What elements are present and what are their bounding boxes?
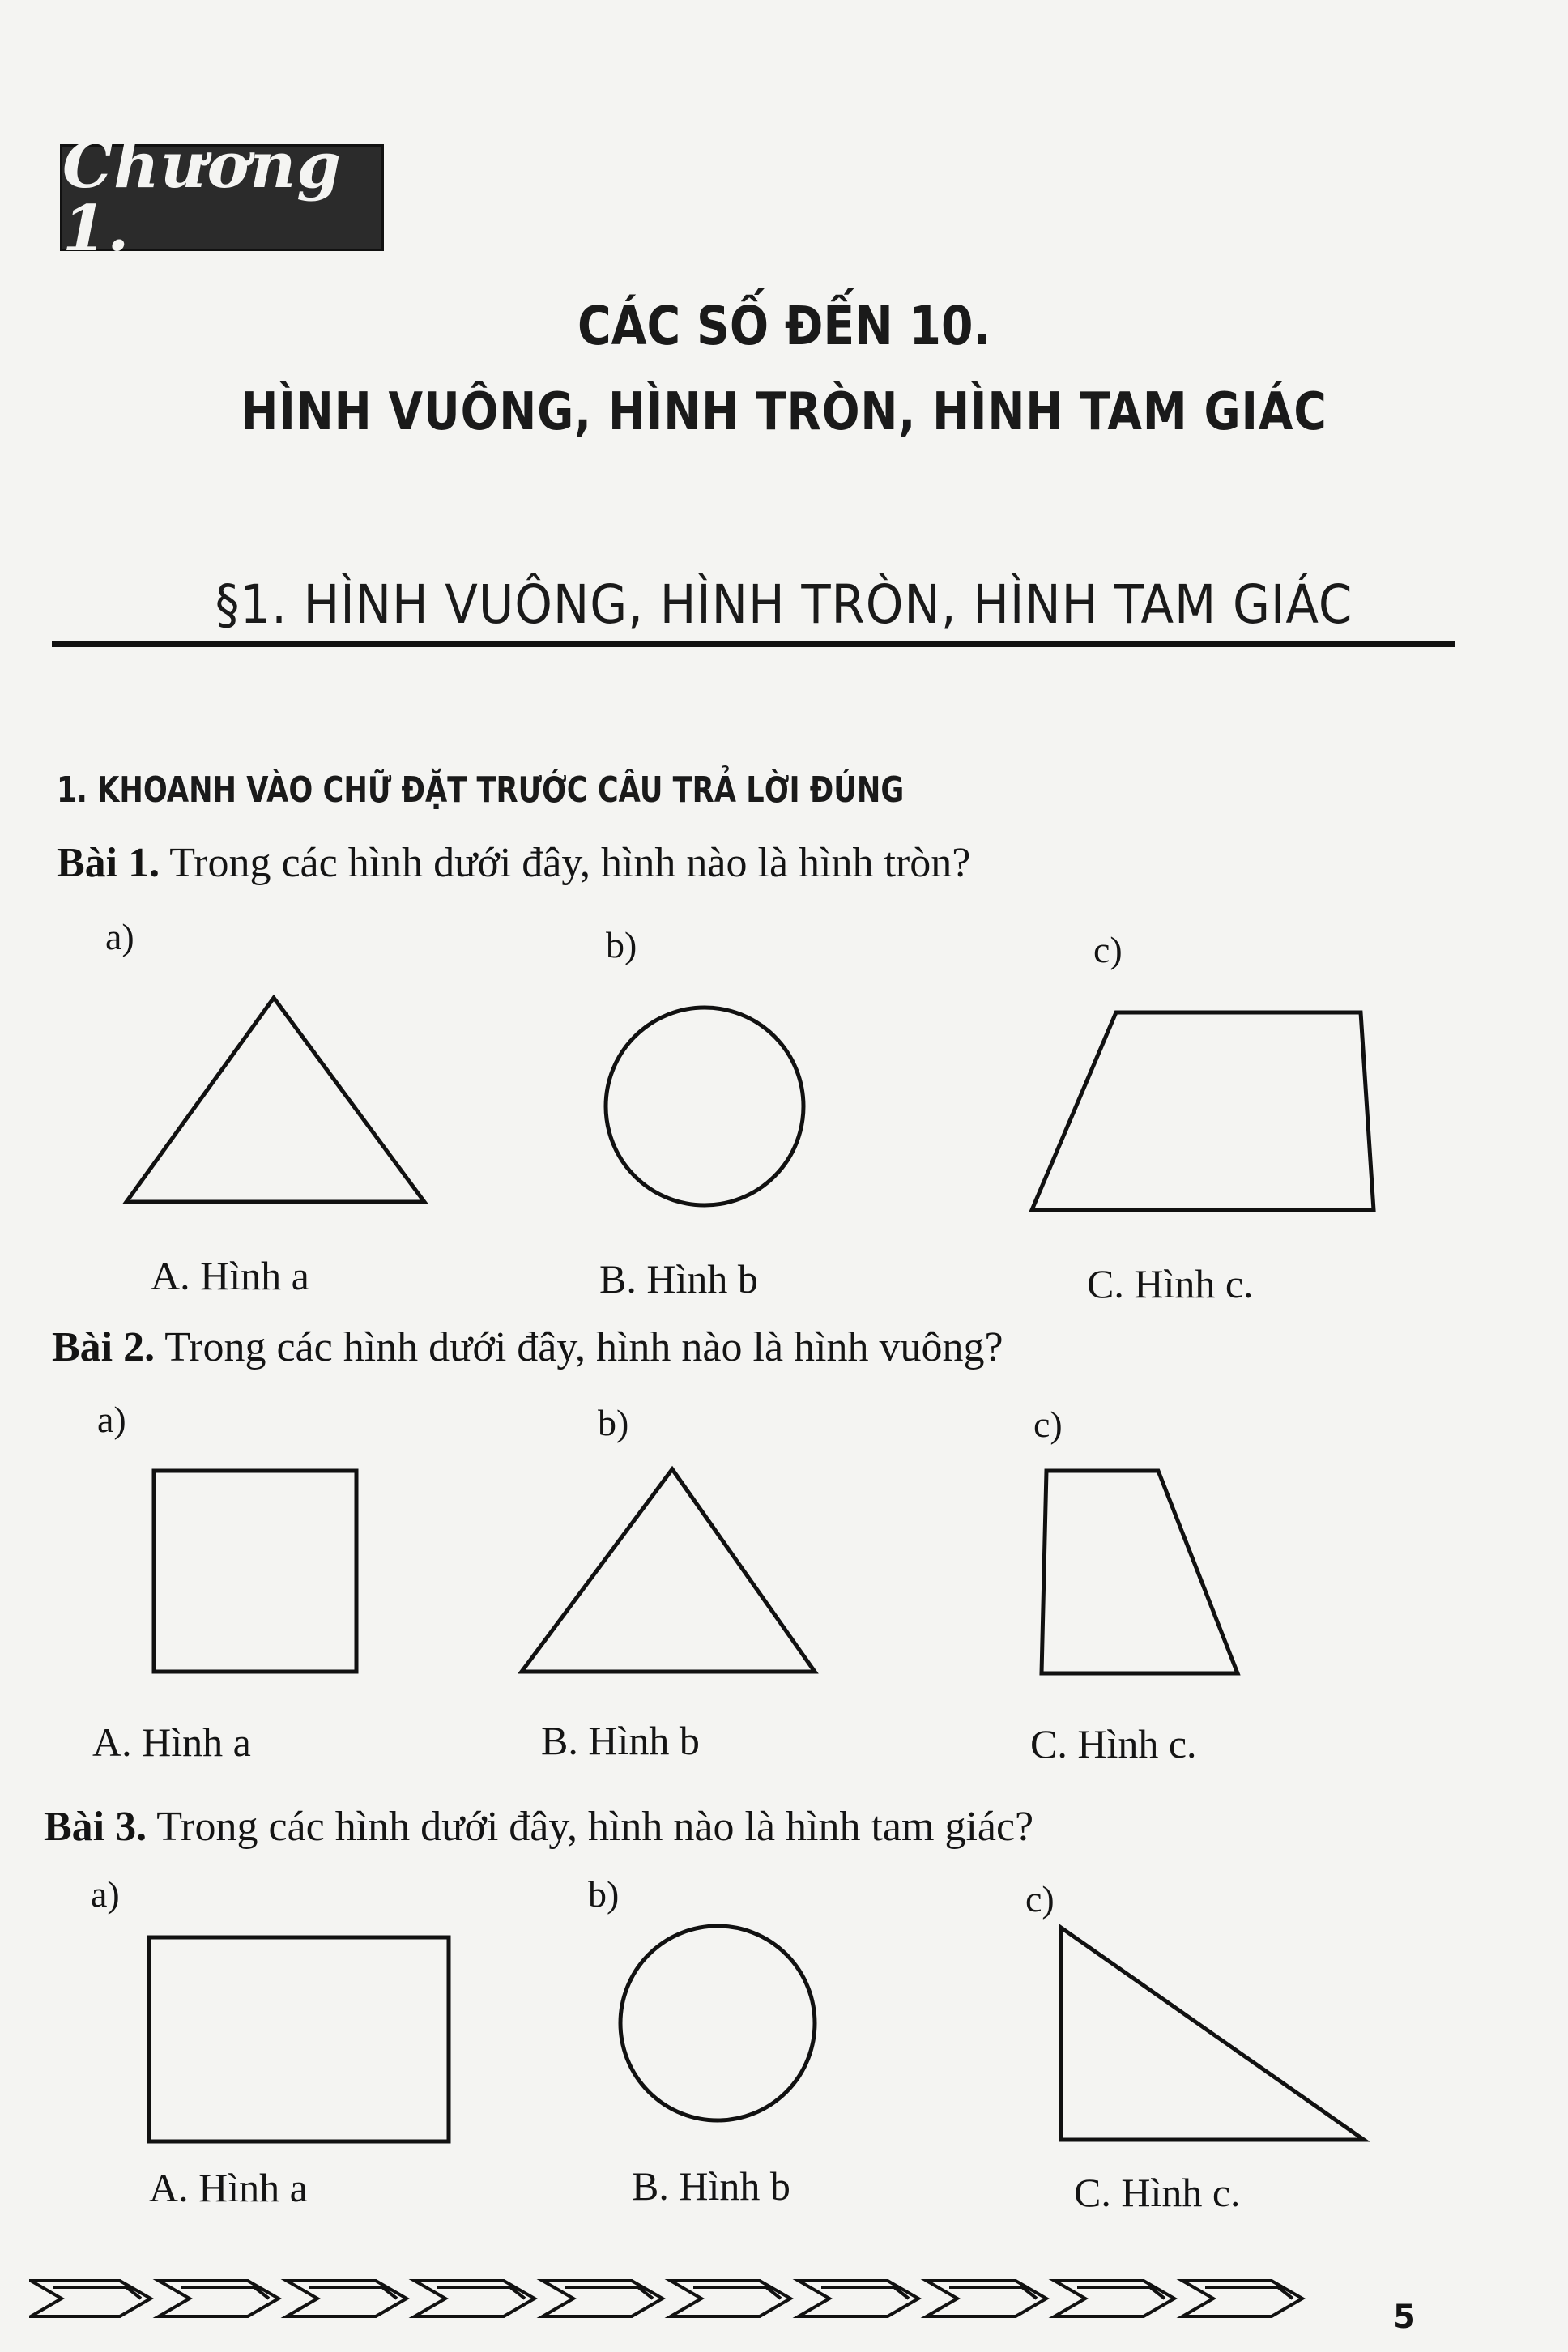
chevron-arrow-inner <box>1077 2287 1165 2299</box>
trapezoid-icon <box>1038 1468 1242 1677</box>
section-divider <box>52 641 1455 647</box>
exercise-2-label-c: c) <box>1033 1404 1063 1445</box>
exercise-1-label-c: c) <box>1093 929 1123 970</box>
right-triangle-icon <box>1058 1924 1369 2143</box>
exercise-2-number: Bài 2. <box>52 1324 156 1370</box>
circle-icon <box>616 1921 820 2125</box>
exercise-1-number: Bài 1. <box>57 840 160 886</box>
chapter-title-line-2: HÌNH VUÔNG, HÌNH TRÒN, HÌNH TAM GIÁC <box>241 382 1327 442</box>
exercise-2-answer-b[interactable]: B. Hình b <box>541 1718 700 1763</box>
chevron-arrow-inner <box>181 2287 269 2299</box>
chevron-arrow-inner <box>1205 2287 1293 2299</box>
exercise-3-text: Trong các hình dưới đây, hình nào là hình tam giác? <box>156 1804 1034 1850</box>
chevron-arrow-inner <box>309 2287 397 2299</box>
page-number: 5 <box>1393 2299 1416 2336</box>
exercise-2-answer-c[interactable]: C. Hình c. <box>1030 1721 1197 1766</box>
exercise-3-label-c: c) <box>1025 1878 1055 1920</box>
exercise-3-answer-c[interactable]: C. Hình c. <box>1074 2170 1241 2215</box>
chevron-arrow-inner <box>565 2287 653 2299</box>
square-icon <box>151 1468 360 1675</box>
chevron-arrow-inner <box>821 2287 909 2299</box>
exercise-3-number: Bài 3. <box>44 1804 147 1850</box>
exercise-1-label-a: a) <box>105 916 134 957</box>
trapezoid-icon <box>1027 1009 1380 1215</box>
chevron-arrow-inner <box>949 2287 1037 2299</box>
chapter-title-line-1: CÁC SỐ ĐẾN 10. <box>577 295 991 357</box>
exercise-1-label-b: b) <box>606 924 637 965</box>
exercise-1-answer-b[interactable]: B. Hình b <box>599 1256 758 1302</box>
exercise-2-question <box>52 1323 1003 1371</box>
circle-icon <box>599 1001 810 1212</box>
chevron-arrows-icon <box>29 2274 1325 2323</box>
part-heading: 1. KHOANH VÀO CHỮ ĐẶT TRƯỚC CÂU TRẢ LỜI ĐÚNG <box>57 769 905 811</box>
exercise-2-label-b: b) <box>598 1402 629 1443</box>
triangle-icon <box>121 995 429 1205</box>
exercise-2-label-a: a) <box>97 1399 126 1440</box>
exercise-3-label-a: a) <box>91 1873 120 1915</box>
exercise-2-answer-a[interactable]: A. Hình a <box>92 1719 251 1765</box>
exercise-3-answer-a[interactable]: A. Hình a <box>149 2165 308 2210</box>
exercise-2-text: Trong các hình dưới đây, hình nào là hình vuông? <box>164 1324 1003 1370</box>
exercise-1-text: Trong các hình dưới đây, hình nào là hình tròn? <box>169 840 971 886</box>
exercise-3-question <box>44 1803 1033 1851</box>
exercise-3-answer-b[interactable]: B. Hình b <box>632 2163 790 2209</box>
chapter-banner <box>60 129 384 266</box>
chevron-arrow-inner <box>437 2287 525 2299</box>
exercise-3-label-b: b) <box>588 1873 620 1915</box>
triangle-icon <box>518 1466 818 1675</box>
rectangle-icon <box>146 1934 452 2145</box>
chevron-arrow-inner <box>693 2287 781 2299</box>
exercise-1-question <box>57 839 970 887</box>
section-title: §1. HÌNH VUÔNG, HÌNH TRÒN, HÌNH TAM GIÁC <box>215 573 1353 636</box>
chapter-label: Chương 1. <box>62 129 342 266</box>
chevron-arrow-inner <box>53 2287 141 2299</box>
exercise-1-answer-c[interactable]: C. Hình c. <box>1087 1261 1254 1306</box>
exercise-1-answer-a[interactable]: A. Hình a <box>151 1253 309 1298</box>
